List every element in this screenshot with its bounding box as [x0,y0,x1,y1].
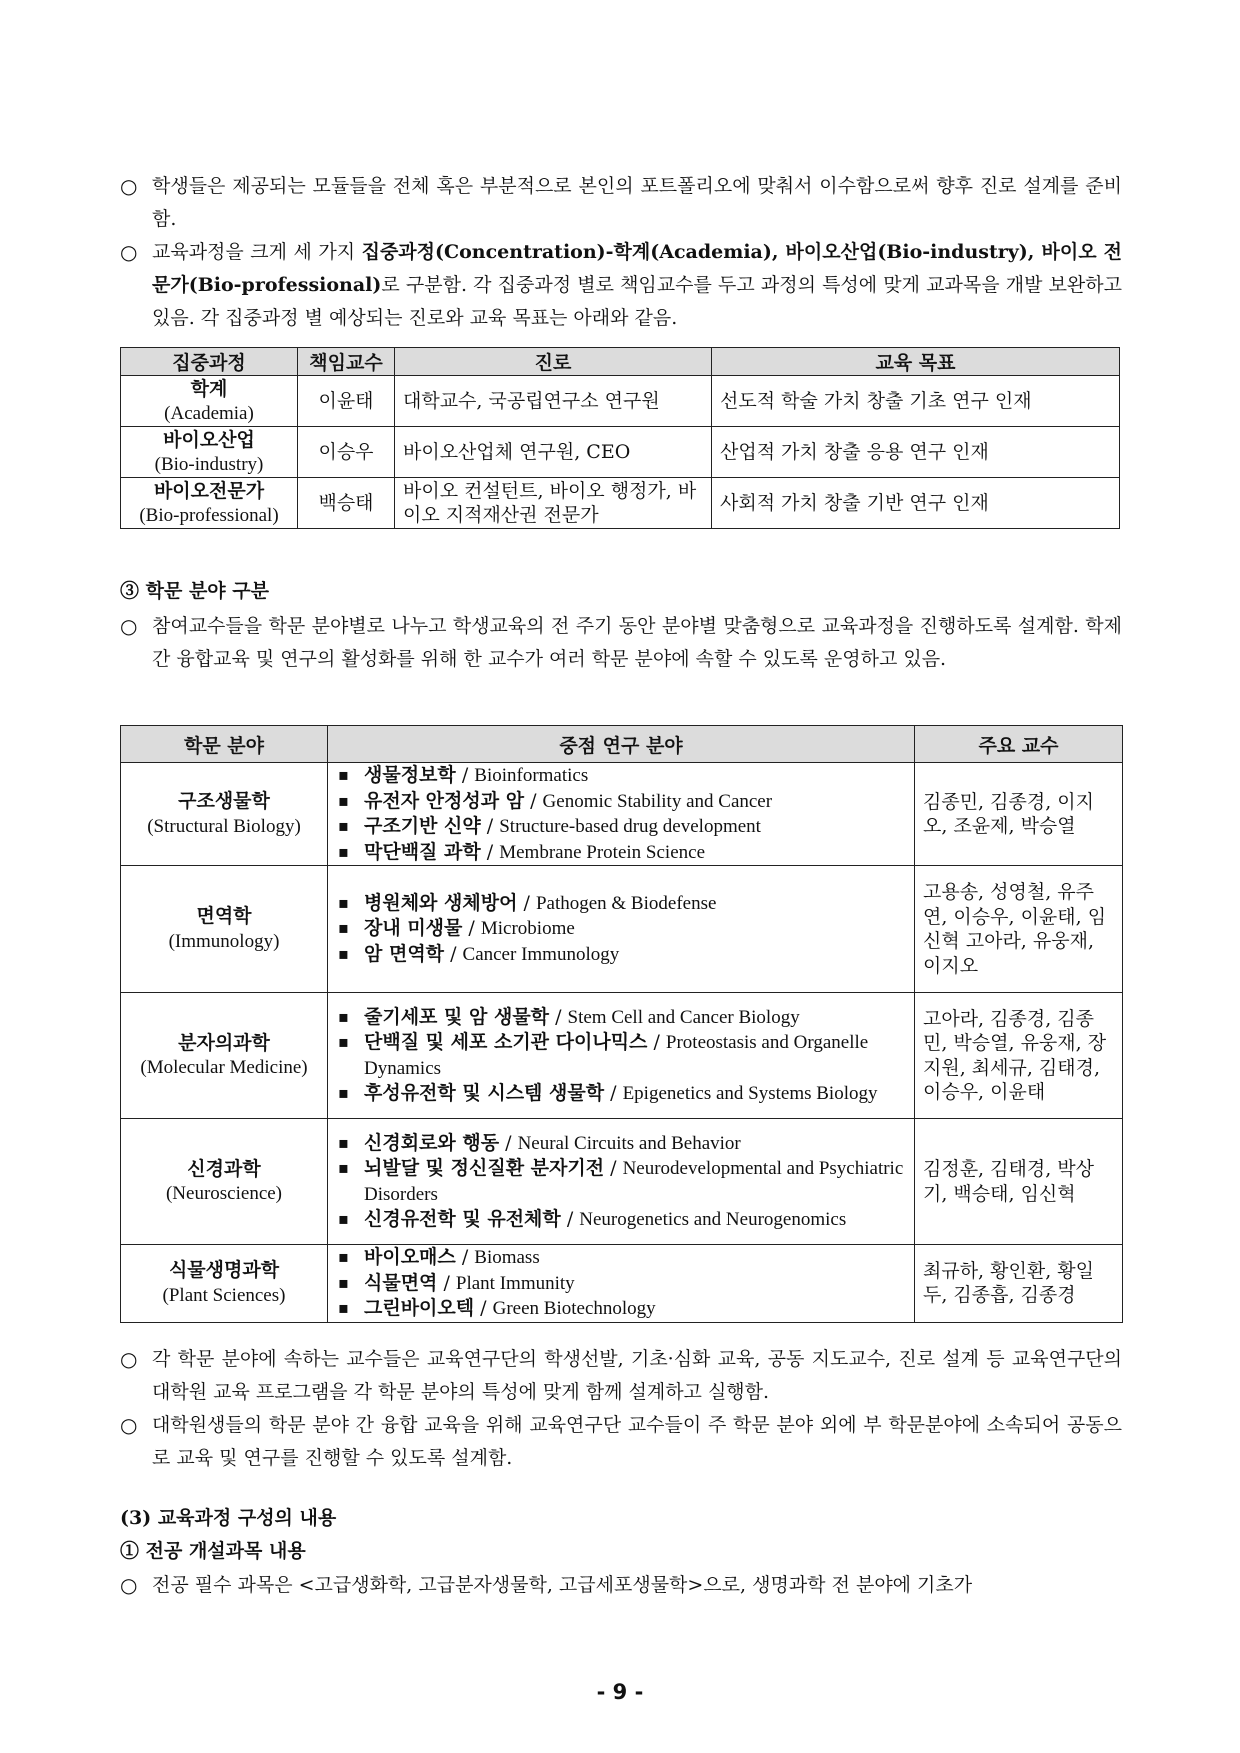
table-row: 신경과학 (Neuroscience) ▪ 신경회로와 행동 / Neural Circuits and Behavior ▪ 뇌발달 및 정신질환 분자기전 / Neurodevelopmental and Psychiatric Disorders ▪ 신경유전학 및 유전체학 / Neurogenetics and Neurogenomics 김정훈, 김태경, 박상기, 백승태, 임신혁 [121,1119,1123,1245]
after-paragraph-2: ○ 대학원생들의 학문 분야 간 융합 교육을 위해 교육연구단 교수들이 주 학문 분야 외에 부 학문분야에 소속되어 공동으로 교육 및 연구를 진행할 수 있도록 설계함. [120,1409,1122,1475]
list-item: ▪ 그린바이오텍 / Green Biotechnology [336,1296,906,1322]
list-item: ▪ 후성유전학 및 시스템 생물학 / Epigenetics and Systems Biology [336,1081,906,1107]
section-paragraph: ○ 참여교수들을 학문 분야별로 나누고 학생교육의 전 주기 동안 분야별 맞춤형으로 교육과정을 진행하도록 설계함. 학제간 융합교육 및 연구의 활성화를 위해 한 교수가 여러 학문 분야에 속할 수 있도록 운영하고 있음. [120,610,1122,676]
list-item: ▪ 단백질 및 세포 소기관 다이나믹스 / Proteostasis and Organelle Dynamics [336,1030,906,1081]
course-paragraph: ○ 전공 필수 과목은 <고급생화학, 고급분자생물학, 고급세포생물학>으로, 생명과학 전 분야에 기초가 [120,1569,1122,1602]
circle-bullet-icon: ○ [120,1413,138,1437]
section-heading: (3) 교육과정 구성의 내용 [120,1507,337,1529]
list-item: ▪ 유전자 안정성과 암 / Genomic Stability and Cancer [336,789,906,815]
circle-bullet-icon: ○ [120,614,138,638]
page-number: - 9 - [596,1680,644,1704]
after-paragraph-1: ○ 각 학문 분야에 속하는 교수들은 교육연구단의 학생선발, 기초·심화 교육, 공동 지도교수, 진로 설계 등 교육연구단의 대학원 교육 프로그램을 각 학문 분야의 특성에 맞게 함께 설계하고 실행함. [120,1343,1122,1409]
focus-list [336,1245,906,1322]
table-row: 구조생물학 (Structural Biology) ▪ 생물정보학 / Bioinformatics ▪ 유전자 안정성과 암 / Genomic Stability and Cancer ▪ 구조기반 신약 / Structure-based drug development ▪ 막단백질 과학 / Membrane Protein Science 김종민, 김종경, 이지오, 조윤제, 박승열 [121,763,1123,866]
focus-list [336,1131,906,1233]
concentration-emphasis: 집중과정(Concentration)-학계(Academia), 바이오산업(Bio-industry), 바이오 전문가(Bio-professional) [152,241,1122,296]
table-row: 분자의과학 (Molecular Medicine) ▪ 줄기세포 및 암 생물학 / Stem Cell and Cancer Biology ▪ 단백질 및 세포 소기관 다이나믹스 / Proteostasis and Organelle Dynamics ▪ 후성유전학 및 시스템 생물학 / Epigenetics and Systems Biology 고아라, 김종경, 김종민, 박승열, 유웅재, 장지원, 최세규, 김태경, 이승우, 이윤태 [121,993,1123,1119]
list-item: ▪ 병원체와 생체방어 / Pathogen & Biodefense [336,891,906,917]
concentration-table [120,347,1120,529]
table-row: 학계 (Academia) 이윤태 대학교수, 국공립연구소 연구원 선도적 학술 가치 창출 기초 연구 인재 [121,376,1120,427]
list-item: ▪ 식물면역 / Plant Immunity [336,1271,906,1297]
list-item: ▪ 뇌발달 및 정신질환 분자기전 / Neurodevelopmental and Psychiatric Disorders [336,1156,906,1207]
list-item: ▪ 신경유전학 및 유전체학 / Neurogenetics and Neurogenomics [336,1207,906,1233]
subsection-heading: ① 전공 개설과목 내용 [120,1540,306,1562]
list-item: ▪ 막단백질 과학 / Membrane Protein Science [336,840,906,866]
list-item: ▪ 구조기반 신약 / Structure-based drug development [336,814,906,840]
list-item: ▪ 생물정보학 / Bioinformatics [336,763,906,789]
research-field-table [120,725,1123,1323]
focus-list [336,891,906,968]
list-item: ▪ 암 면역학 / Cancer Immunology [336,942,906,968]
circle-bullet-icon: ○ [120,1347,138,1371]
table-row: 식물생명과학 (Plant Sciences) ▪ 바이오매스 / Biomass ▪ 식물면역 / Plant Immunity ▪ 그린바이오텍 / Green Biotechnology 최규하, 황인환, 황일두, 김종흡, 김종경 [121,1245,1123,1323]
list-item: ▪ 신경회로와 행동 / Neural Circuits and Behavior [336,1131,906,1157]
table-header-row: 학문 분야 중점 연구 분야 주요 교수 [121,726,1123,763]
list-item: ▪ 장내 미생물 / Microbiome [336,916,906,942]
circle-bullet-icon: ○ [120,174,138,198]
intro-paragraph-1: ○ 학생들은 제공되는 모듈들을 전체 혹은 부분적으로 본인의 포트폴리오에 맞춰서 이수함으로써 향후 진로 설계를 준비함. [120,170,1122,236]
circle-bullet-icon: ○ [120,240,138,264]
table-header-row: 집중과정 책임교수 진로 교육 목표 [121,348,1120,376]
table-row: 면역학 (Immunology) ▪ 병원체와 생체방어 / Pathogen & Biodefense ▪ 장내 미생물 / Microbiome ▪ 암 면역학 / Cancer Immunology 고용송, 성영철, 유주연, 이승우, 이윤태, 임신혁 고아라, 유웅재, 이지오 [121,866,1123,993]
table-row: 바이오전문가 (Bio-professional) 백승태 바이오 컨설턴트, 바이오 행정가, 바이오 지적재산권 전문가 사회적 가치 창출 기반 연구 인재 [121,478,1120,529]
circle-bullet-icon: ○ [120,1573,138,1597]
intro-paragraph-2: ○ 교육과정을 크게 세 가지 집중과정(Concentration)-학계(Academia), 바이오산업(Bio-industry), 바이오 전문가(Bio-professional)로 구분함. 각 집중과정 별로 책임교수를 두고 과정의 특성에 맞게 교과목을 개발 보완하고 있음. 각 집중과정 별 예상되는 진로와 교육 목표는 아래와 같음. [120,236,1122,335]
list-item: ▪ 줄기세포 및 암 생물학 / Stem Cell and Cancer Biology [336,1005,906,1031]
focus-list [336,1005,906,1107]
section-heading: ③ 학문 분야 구분 [120,580,269,602]
focus-list [336,763,906,865]
list-item: ▪ 바이오매스 / Biomass [336,1245,906,1271]
table-row: 바이오산업 (Bio-industry) 이승우 바이오산업체 연구원, CEO 산업적 가치 창출 응용 연구 인재 [121,427,1120,478]
